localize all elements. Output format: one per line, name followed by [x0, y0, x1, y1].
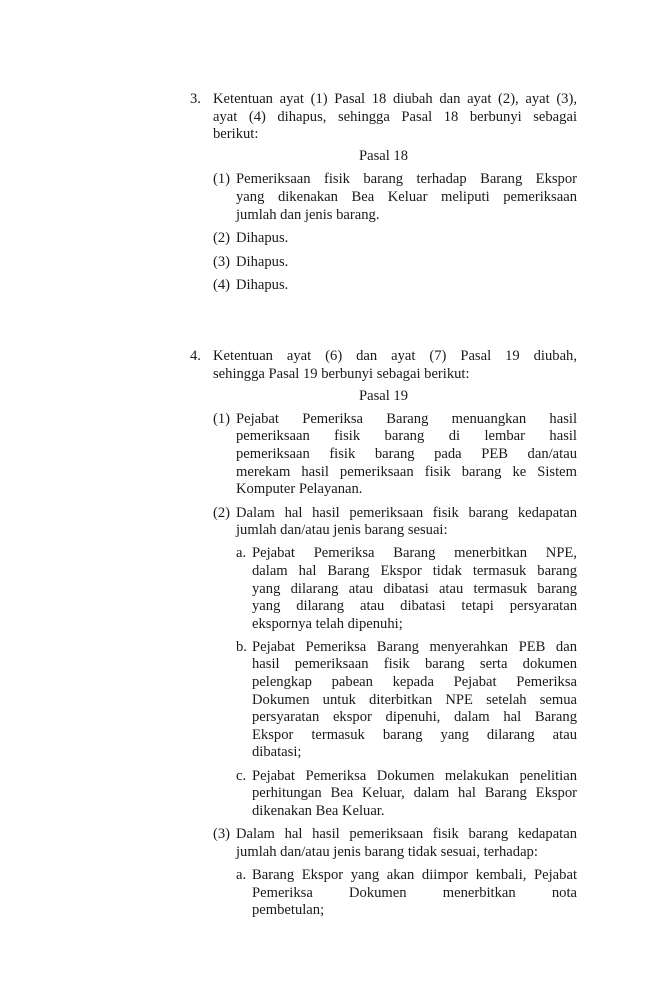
pasal-heading: Pasal 18 — [358, 148, 409, 165]
text-line: ayat (4) dihapus, sehingga Pasal 18 berbunyi sebagai — [213, 108, 577, 125]
text-line: pelengkap pabean kepada Pejabat Pemeriksa — [252, 674, 577, 691]
sub-item — [236, 768, 577, 821]
text-line: Pejabat Pemeriksa Dokumen melakukan penelitian — [252, 767, 577, 784]
text-line: Dokumen untuk diterbitkan NPE setelah semua — [252, 691, 577, 708]
text-line: Komputer Pelayanan. — [236, 481, 363, 498]
text-line: Dalam hal hasil pemeriksaan fisik barang kedapatan — [236, 826, 577, 843]
text-line: dikenakan Bea Keluar. — [252, 802, 385, 819]
sub-item — [236, 545, 577, 633]
text-line: Pejabat Pemeriksa Barang menuangkan hasil — [236, 410, 577, 427]
sub-item — [236, 639, 577, 762]
ayat-number: (2) — [213, 504, 231, 521]
sub-item-letter: a. — [236, 545, 247, 562]
text-line: ekspornya telah dipenuhi; — [252, 615, 403, 632]
ayat-paragraph — [190, 826, 577, 919]
item-number: 4. — [190, 347, 201, 364]
text-line: dalam hal Barang Ekspor tidak termasuk barang — [252, 562, 577, 579]
text-line: hasil pemeriksaan fisik barang serta dokumen — [252, 656, 577, 673]
document-page — [190, 91, 577, 920]
sub-item-letter: b. — [236, 638, 247, 655]
item-number: 3. — [190, 91, 201, 107]
text-line: Pejabat Pemeriksa Barang menerbitkan NPE, — [252, 545, 577, 562]
pasal-heading: Pasal 19 — [358, 387, 409, 404]
text-line: dibatasi; — [252, 744, 302, 761]
ayat-number: (2) — [213, 230, 231, 247]
text-line: merekam hasil pemeriksaan fisik barang ke Sistem — [236, 463, 577, 480]
text-line: pemeriksaan fisik barang pada PEB dan/atau — [236, 445, 577, 462]
ayat-number: (1) — [213, 171, 231, 188]
text-line: yang dilarang atau dibatasi atau termasuk barang — [252, 580, 577, 597]
text-line: Dihapus. — [236, 277, 289, 294]
text-line: Dalam hal hasil pemeriksaan fisik barang kedapatan — [236, 504, 577, 521]
text-line: persyaratan ekspor dipenuhi, dalam hal Barang — [252, 709, 577, 726]
sub-item-letter: c. — [236, 767, 247, 784]
ayat-number: (3) — [213, 826, 231, 843]
text-line: jumlah dan/atau jenis barang tidak sesuai, terhadap: — [236, 843, 538, 860]
text-line: Barang Ekspor yang akan diimpor kembali, Pejabat — [252, 866, 577, 883]
text-line: Pejabat Pemeriksa Barang menyerahkan PEB dan — [252, 638, 577, 655]
text-line: pembetulan; — [252, 902, 325, 919]
text-line: Ketentuan ayat (6) dan ayat (7) Pasal 19 diubah, — [213, 347, 577, 364]
amendment-item — [190, 91, 577, 295]
text-line: jumlah dan jenis barang. — [236, 206, 380, 223]
text-line: Dihapus. — [236, 230, 289, 247]
ayat-number: (4) — [213, 277, 231, 294]
text-line: sehingga Pasal 19 berbunyi sebagai berikut: — [213, 365, 470, 382]
text-line: berikut: — [213, 126, 259, 143]
text-line: Pemeriksa Dokumen menerbitkan nota — [252, 884, 577, 901]
text-line: yang dikenakan Bea Keluar meliputi pemeriksaan — [236, 188, 577, 205]
text-line: yang dilarang atau dibatasi tetapi persyaratan — [252, 598, 577, 615]
ayat-paragraph — [190, 277, 577, 295]
text-line: Ketentuan ayat (1) Pasal 18 diubah dan ayat (2), ayat (3), — [213, 91, 577, 107]
ayat-number: (1) — [213, 410, 231, 427]
amendment-item — [190, 348, 577, 920]
sub-item-letter: a. — [236, 866, 247, 883]
ayat-paragraph — [190, 171, 577, 224]
text-line: pemeriksaan fisik barang di lembar hasil — [236, 428, 577, 445]
text-line: perhitungan Bea Keluar, dalam hal Barang Ekspor — [252, 785, 577, 802]
ayat-paragraph — [190, 505, 577, 821]
text-line: jumlah dan/atau jenis barang sesuai: — [236, 522, 448, 539]
ayat-paragraph — [190, 230, 577, 248]
sub-item — [236, 867, 577, 920]
ayat-paragraph — [190, 411, 577, 499]
ayat-number: (3) — [213, 253, 231, 270]
text-line: Dihapus. — [236, 253, 289, 270]
text-line: Ekspor termasuk barang yang dilarang atau — [252, 726, 577, 743]
text-line: Pemeriksaan fisik barang terhadap Barang Ekspor — [236, 171, 577, 188]
ayat-paragraph — [190, 254, 577, 272]
